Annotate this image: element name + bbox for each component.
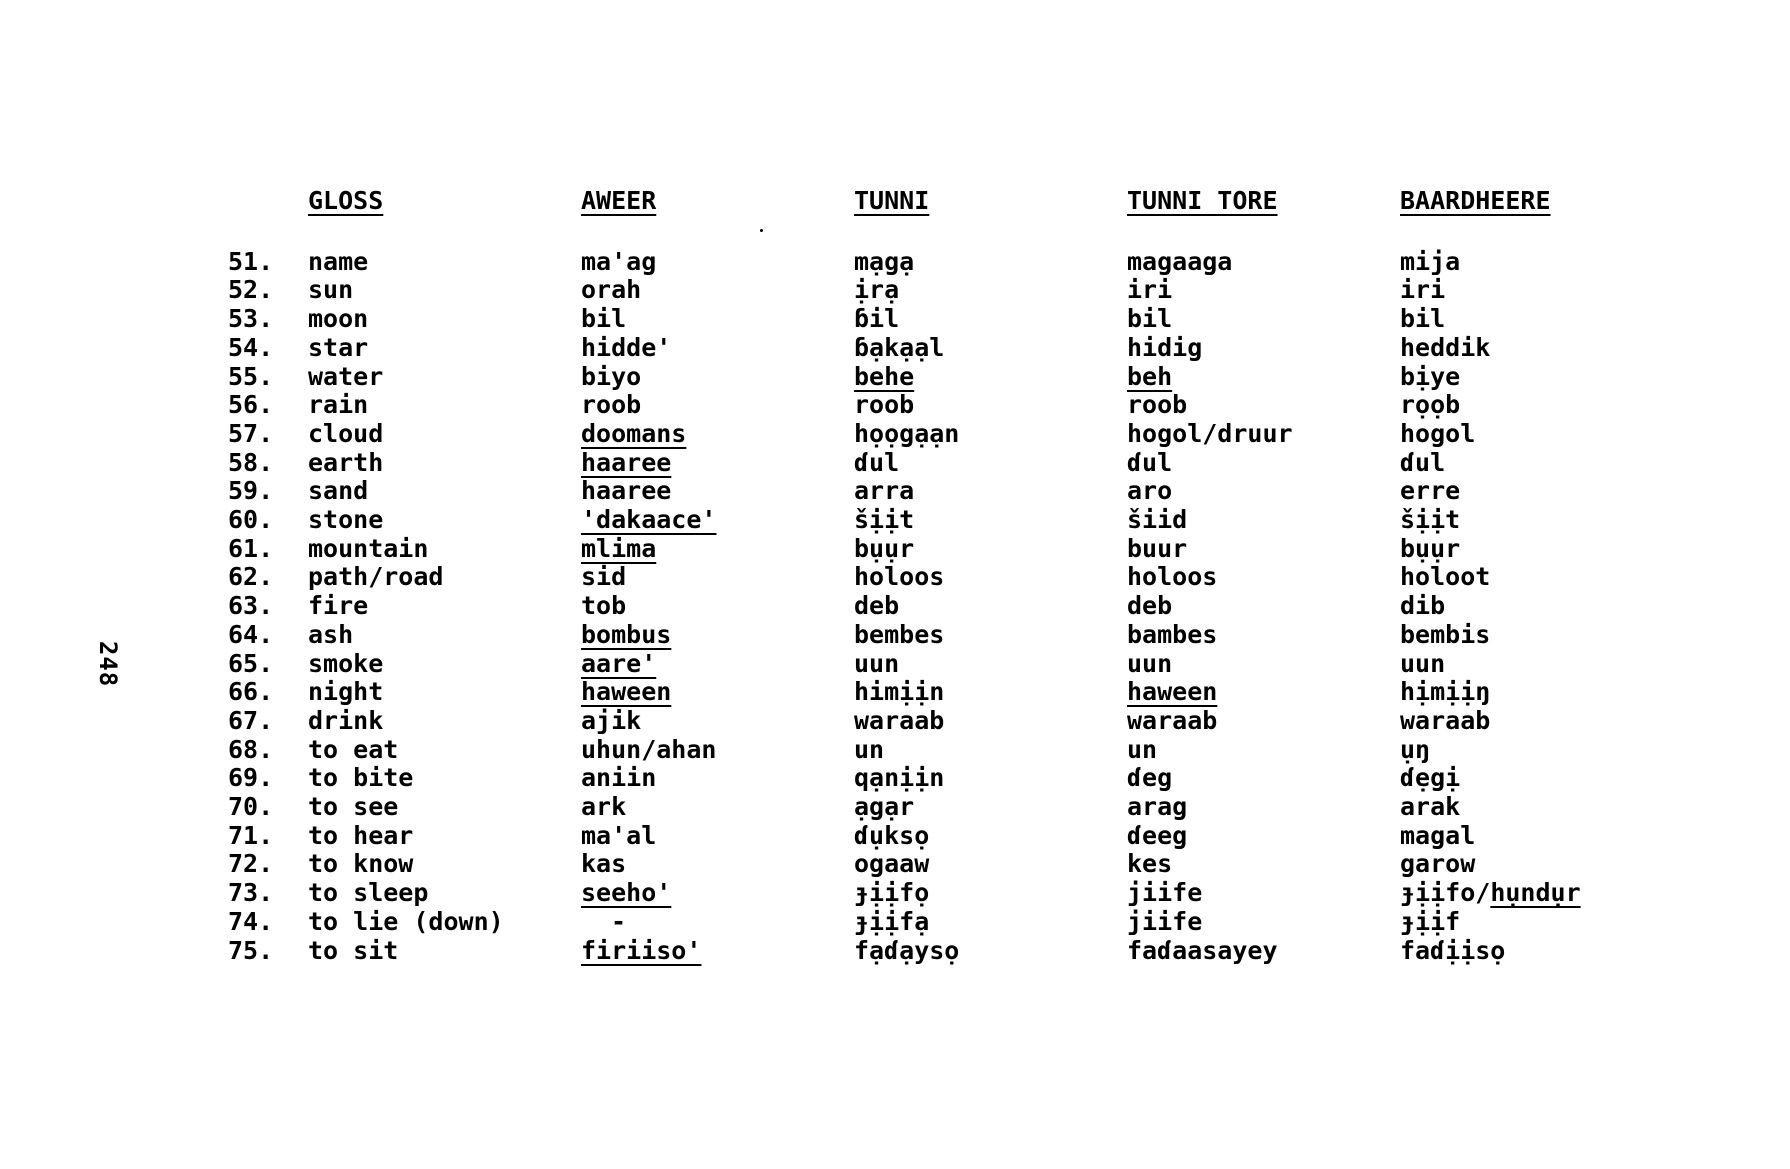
- table-row: [228, 420, 1600, 449]
- tunni-cell: ɟịịfạ: [854, 906, 930, 936]
- row-number: 75.: [228, 935, 274, 965]
- header-tunni-tore: TUNNI TORE: [1127, 186, 1278, 215]
- aweer-cell: tob: [581, 591, 627, 621]
- baardheere-cell: ɗẹgị: [1400, 763, 1461, 793]
- gloss-cell: rain: [308, 390, 369, 420]
- baardheere-part-a: ɟịịfo/: [1400, 878, 1491, 908]
- tunni-cell: ɓil: [854, 304, 900, 334]
- tunni-tore-cell: buur: [1127, 533, 1188, 563]
- tunni-tore-cell: ɗeg: [1127, 763, 1173, 793]
- row-number: 74.: [228, 906, 274, 936]
- aweer-cell: haaree: [581, 447, 672, 477]
- aweer-cell: biyo: [581, 361, 642, 391]
- baardheere-cell: erre: [1400, 476, 1461, 506]
- aweer-cell: uhun/ahan: [581, 734, 717, 764]
- table-row: [228, 621, 1600, 650]
- gloss-cell: night: [308, 677, 384, 707]
- gloss-cell: path/road: [308, 562, 444, 592]
- table-row: [228, 707, 1600, 736]
- row-number: 70.: [228, 792, 274, 822]
- row-number: 68.: [228, 734, 274, 764]
- tunni-tore-cell: waraab: [1127, 705, 1218, 735]
- header-gloss: GLOSS: [308, 186, 384, 215]
- baardheere-cell: garow: [1400, 849, 1476, 879]
- aweer-cell: aniin: [581, 763, 657, 793]
- gloss-cell: to see: [308, 792, 399, 822]
- table-row: [228, 822, 1600, 851]
- baardheere-cell: ɟịịf: [1400, 906, 1461, 936]
- tunni-tore-cell: magaaga: [1127, 246, 1233, 276]
- row-number: 55.: [228, 361, 274, 391]
- tunni-tore-cell: roob: [1127, 390, 1188, 420]
- gloss-cell: ash: [308, 619, 354, 649]
- aweer-cell: aare': [581, 648, 657, 678]
- row-number: 72.: [228, 849, 274, 879]
- table-row: [228, 879, 1600, 908]
- baardheere-cell: šịịt: [1400, 505, 1461, 535]
- tunni-cell: himịịn: [854, 677, 945, 707]
- row-number: 57.: [228, 418, 274, 448]
- tunni-cell: qạnịịn: [854, 763, 945, 793]
- gloss-cell: star: [308, 332, 369, 362]
- tunni-tore-cell: hogol/druur: [1127, 418, 1293, 448]
- row-number: 69.: [228, 763, 274, 793]
- baardheere-cell: arak: [1400, 792, 1461, 822]
- table-row: [228, 908, 1600, 937]
- row-number: 59.: [228, 476, 274, 506]
- table-row: [228, 477, 1600, 506]
- row-number: 64.: [228, 619, 274, 649]
- table-row: [228, 535, 1600, 564]
- tunni-cell: uun: [854, 648, 900, 678]
- row-number: 52.: [228, 275, 274, 305]
- tunni-cell: ɗụksọ: [854, 820, 930, 850]
- tunni-cell: un: [854, 734, 885, 764]
- table-row: [228, 850, 1600, 879]
- aweer-cell: ajik: [581, 705, 642, 735]
- table-row: [228, 449, 1600, 478]
- table-row: [228, 678, 1600, 707]
- baardheere-cell: waraab: [1400, 705, 1491, 735]
- tunni-tore-cell: uun: [1127, 648, 1173, 678]
- row-number: 67.: [228, 705, 274, 735]
- table-row: [228, 764, 1600, 793]
- aweer-cell: ma'al: [581, 820, 657, 850]
- tunni-cell: ɟịịfọ: [854, 878, 930, 908]
- baardheere-cell: bil: [1400, 304, 1446, 334]
- gloss-cell: water: [308, 361, 384, 391]
- table-row: [228, 334, 1600, 363]
- baardheere-cell: faɗịịsọ: [1400, 935, 1506, 965]
- gloss-cell: to hear: [308, 820, 414, 850]
- row-number: 51.: [228, 246, 274, 276]
- baardheere-cell: bembis: [1400, 619, 1491, 649]
- tunni-cell: arra: [854, 476, 915, 506]
- table-row: [228, 592, 1600, 621]
- baardheere-part-b: hụndụr: [1490, 878, 1581, 908]
- tunni-cell: ɗul: [854, 447, 900, 477]
- gloss-cell: to sleep: [308, 878, 429, 908]
- baardheere-cell: bụụr: [1400, 533, 1461, 563]
- tunni-tore-cell: un: [1127, 734, 1158, 764]
- row-number: 73.: [228, 878, 274, 908]
- table-row: [228, 391, 1600, 420]
- aweer-cell: doomans: [581, 418, 687, 448]
- baardheere-cell: bịye: [1400, 361, 1461, 391]
- baardheere-cell: dib: [1400, 591, 1446, 621]
- aweer-cell: firiiso': [581, 935, 702, 965]
- tunni-cell: waraab: [854, 705, 945, 735]
- aweer-cell: bil: [581, 304, 627, 334]
- tunni-cell: šịịt: [854, 505, 915, 535]
- tunni-tore-cell: ɗeeg: [1127, 820, 1188, 850]
- table-row: [228, 793, 1600, 822]
- aweer-cell: ma'ag: [581, 246, 657, 276]
- row-number: 62.: [228, 562, 274, 592]
- row-number: 66.: [228, 677, 274, 707]
- table-row: [228, 305, 1600, 334]
- aweer-cell: haaree: [581, 476, 672, 506]
- gloss-cell: cloud: [308, 418, 384, 448]
- aweer-cell: kas: [581, 849, 627, 879]
- table-row: [228, 248, 1600, 277]
- aweer-cell: mlima: [581, 533, 657, 563]
- tunni-cell: holoos: [854, 562, 945, 592]
- header-baardheere: BAARDHEERE: [1400, 186, 1551, 215]
- gloss-cell: earth: [308, 447, 384, 477]
- tunni-tore-cell: beh: [1127, 361, 1173, 391]
- aweer-cell: ark: [581, 792, 627, 822]
- table-row: [228, 563, 1600, 592]
- tunni-tore-cell: jiife: [1127, 906, 1203, 936]
- row-number: 61.: [228, 533, 274, 563]
- header-tunni: TUNNI: [854, 186, 930, 215]
- gloss-cell: stone: [308, 505, 384, 535]
- tunni-tore-cell: bambes: [1127, 619, 1218, 649]
- gloss-cell: name: [308, 246, 369, 276]
- tunni-tore-cell: aro: [1127, 476, 1173, 506]
- aweer-cell: roob: [581, 390, 642, 420]
- aweer-cell: 'dakaace': [581, 505, 717, 535]
- row-number: 58.: [228, 447, 274, 477]
- baardheere-cell: ɗul: [1400, 447, 1446, 477]
- tunni-tore-cell: jiife: [1127, 878, 1203, 908]
- aweer-cell: orah: [581, 275, 642, 305]
- tunni-tore-cell: deb: [1127, 591, 1173, 621]
- tunni-tore-cell: holoos: [1127, 562, 1218, 592]
- tunni-tore-cell: faɗaasayey: [1127, 935, 1278, 965]
- tunni-cell: fạɗạysọ: [854, 935, 960, 965]
- table-row: [228, 276, 1600, 305]
- gloss-cell: fire: [308, 591, 369, 621]
- aweer-cell: seeho': [581, 878, 672, 908]
- gloss-cell: to sit: [308, 935, 399, 965]
- gloss-cell: smoke: [308, 648, 384, 678]
- gloss-cell: moon: [308, 304, 369, 334]
- table-row: [228, 736, 1600, 765]
- gloss-cell: to bite: [308, 763, 414, 793]
- baardheere-cell: holoot: [1400, 562, 1491, 592]
- aweer-cell: hidde': [581, 332, 672, 362]
- row-number: 54.: [228, 332, 274, 362]
- gloss-cell: sun: [308, 275, 354, 305]
- header-aweer: AWEER: [581, 186, 657, 215]
- row-number: 63.: [228, 591, 274, 621]
- tunni-tore-cell: iri: [1127, 275, 1173, 305]
- baardheere-cell: magal: [1400, 820, 1476, 850]
- tunni-cell: bụụr: [854, 533, 915, 563]
- baardheere-cell: hịmịịŋ: [1400, 677, 1491, 707]
- gloss-cell: mountain: [308, 533, 429, 563]
- baardheere-cell: iri: [1400, 275, 1446, 305]
- tunni-cell: behe: [854, 361, 915, 391]
- gloss-cell: to lie (down): [308, 906, 504, 936]
- tunni-tore-cell: ɗul: [1127, 447, 1173, 477]
- lexicon-table: [228, 183, 1600, 965]
- table-row: [228, 650, 1600, 679]
- baardheere-cell: ụŋ: [1400, 734, 1431, 764]
- tunni-tore-cell: hidig: [1127, 332, 1203, 362]
- row-number: 65.: [228, 648, 274, 678]
- baardheere-cell: mija: [1400, 246, 1461, 276]
- tunni-cell: ạgạr: [854, 792, 915, 822]
- header-num: [228, 183, 308, 219]
- header-row: [228, 183, 1600, 219]
- table-row: [228, 937, 1600, 966]
- tunni-cell: ịrạ: [854, 275, 900, 305]
- tunni-cell: ogaaw: [854, 849, 930, 879]
- row-number: 56.: [228, 390, 274, 420]
- row-number: 60.: [228, 505, 274, 535]
- baardheere-cell: heddik: [1400, 332, 1491, 362]
- gloss-cell: drink: [308, 705, 384, 735]
- gloss-cell: to eat: [308, 734, 399, 764]
- baardheere-cell: [1400, 879, 1600, 908]
- row-number: 53.: [228, 304, 274, 334]
- tunni-cell: deb: [854, 591, 900, 621]
- gloss-cell: sand: [308, 476, 369, 506]
- tunni-cell: ɓạkạạl: [854, 332, 945, 362]
- tunni-cell: mạgạ: [854, 246, 915, 276]
- table-row: [228, 363, 1600, 392]
- tunni-tore-cell: arag: [1127, 792, 1188, 822]
- tunni-cell: bembes: [854, 619, 945, 649]
- tunni-tore-cell: kes: [1127, 849, 1173, 879]
- table-row: [228, 506, 1600, 535]
- tunni-tore-cell: haween: [1127, 677, 1218, 707]
- baardheere-cell: uun: [1400, 648, 1446, 678]
- page-number: 248: [94, 640, 123, 688]
- tunni-cell: họọgạạn: [854, 418, 960, 448]
- tunni-tore-cell: bil: [1127, 304, 1173, 334]
- aweer-cell: -: [611, 906, 627, 936]
- tunni-cell: roob: [854, 390, 915, 420]
- aweer-cell: haween: [581, 677, 672, 707]
- aweer-cell: bombus: [581, 619, 672, 649]
- baardheere-cell: rọọb: [1400, 390, 1461, 420]
- baardheere-cell: hogol: [1400, 418, 1476, 448]
- aweer-cell: sid: [581, 562, 627, 592]
- tunni-tore-cell: šiid: [1127, 505, 1188, 535]
- gloss-cell: to know: [308, 849, 414, 879]
- row-number: 71.: [228, 820, 274, 850]
